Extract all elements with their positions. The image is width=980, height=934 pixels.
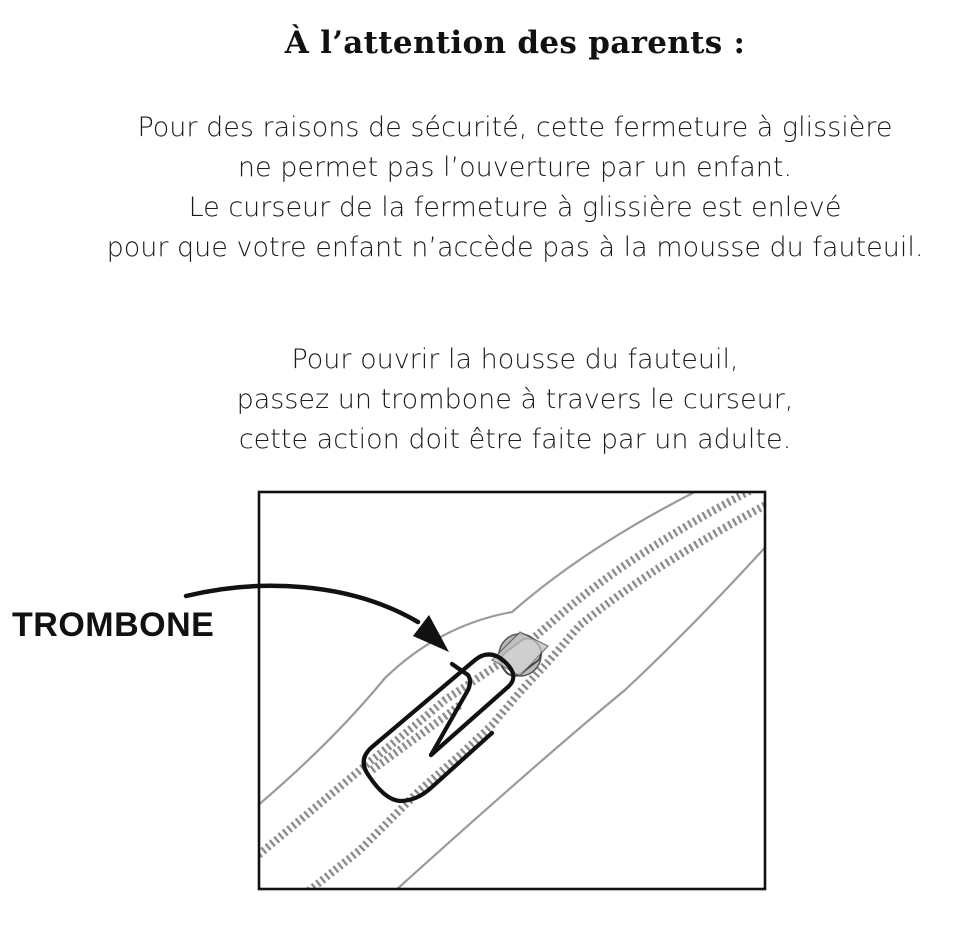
callout-arrow [186, 586, 418, 622]
instruction-line-2: passez un trombone à travers le curseur, [236, 384, 794, 415]
zipper-teeth-row-b [300, 492, 790, 898]
safety-line-3: Le curseur de la fermeture à glissière est enlevé [188, 192, 842, 223]
callout-label: TROMBONE [12, 606, 215, 644]
safety-line-1: Pour des raisons de sécurité, cette fermeture à glissière [137, 112, 893, 143]
notice-title: À l’attention des parents : [284, 25, 746, 61]
instruction-line-3: cette action doit être faite par un adulte. [238, 424, 792, 455]
safety-line-4: pour que votre enfant n’accède pas à la mousse du fauteuil. [106, 232, 924, 263]
fabric-edge-upper [250, 470, 740, 812]
safety-line-2: ne permet pas l’ouverture par un enfant. [237, 152, 793, 183]
fabric-edge-lower [385, 520, 790, 900]
illustration-frame [259, 492, 765, 889]
instruction-line-1: Pour ouvrir la housse du fauteuil, [291, 344, 739, 375]
